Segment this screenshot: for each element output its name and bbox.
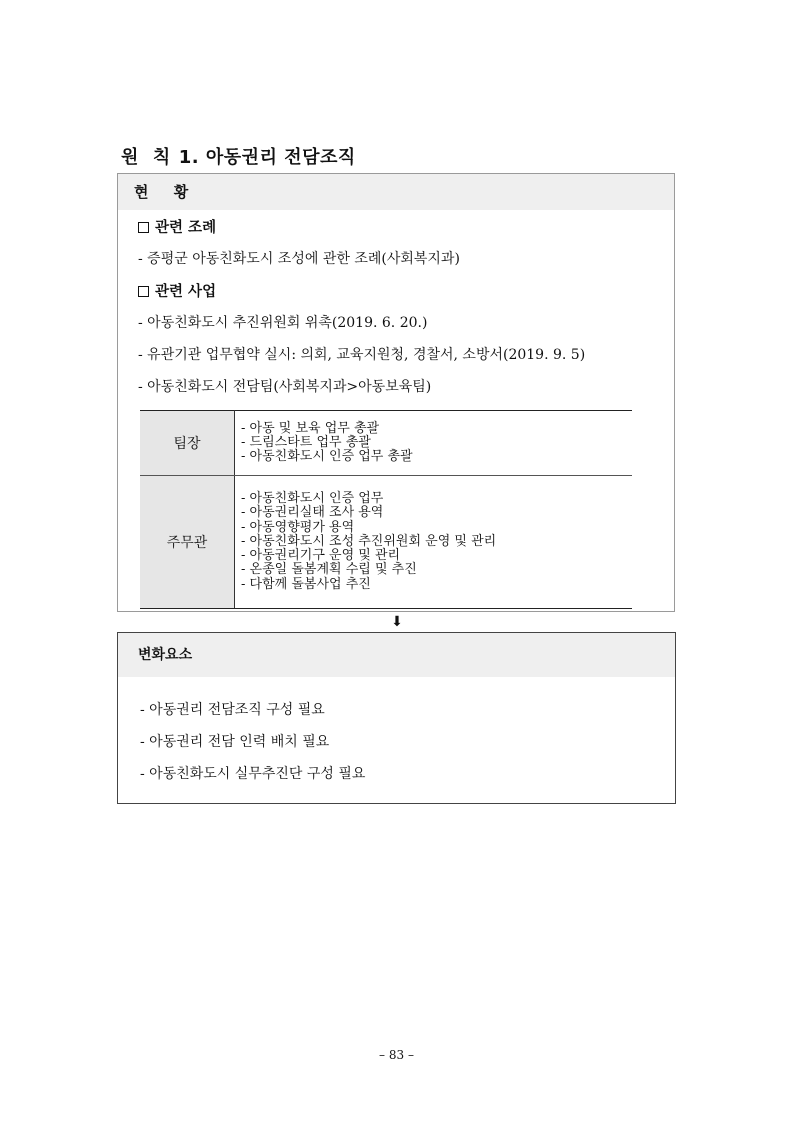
heading-text: 1. 아동권리 전담조직	[178, 147, 356, 168]
change-factors-title: 변화요소	[118, 633, 675, 677]
list-item: - 아동친화도시 실무추진단 구성 필요	[140, 766, 366, 782]
page-title	[121, 143, 356, 169]
org-duty-table	[140, 410, 632, 609]
role-team-leader: 팀장	[140, 411, 235, 476]
checkbox-square-icon	[138, 286, 149, 297]
checkbox-square-icon	[138, 222, 149, 233]
list-item: - 증평군 아동친화도시 조성에 관한 조례(사회복지과)	[138, 251, 460, 267]
section-projects-title: 관련 사업	[138, 280, 216, 301]
list-item: - 아동친화도시 전담팀(사회복지과>아동보육팀)	[138, 379, 432, 395]
list-item: - 아동친화도시 추진위원회 위촉(2019. 6. 20.)	[138, 315, 428, 331]
heading-label-1: 원	[121, 147, 139, 168]
page-number: – 83 –	[379, 1048, 414, 1062]
list-item: - 아동권리 전담조직 구성 필요	[140, 702, 325, 718]
table-row	[140, 411, 632, 476]
list-item: - 아동권리 전담 인력 배치 필요	[140, 734, 330, 750]
duties-cell: - 아동친화도시 인증 업무 - 아동권리실태 조사 용역 - 아동영향평가 용역 - 아동친화도시 조성 추진위원회 운영 및 관리 - 아동권리기구 운영 및 관리 - 온종일 돌봄계획 수립 및 추진 - 다함께 돌봄사업 추진	[235, 476, 633, 609]
current-status-box	[117, 173, 675, 612]
change-factors-box	[117, 632, 676, 804]
list-item: - 유관기관 업무협약 실시: 의회, 교육지원청, 경찰서, 소방서(2019. 9. 5)	[138, 347, 586, 363]
role-staff-officer: 주무관	[140, 476, 235, 609]
section-ordinance-title: 관련 조례	[138, 216, 216, 237]
table-row	[140, 476, 632, 609]
current-status-title: 현 황	[118, 174, 674, 210]
duties-cell: - 아동 및 보육 업무 총괄 - 드림스타트 업무 총괄 - 아동친화도시 인증 업무 총괄	[235, 411, 633, 476]
down-arrow-icon: ⬇	[391, 614, 403, 630]
heading-label-2: 칙	[152, 147, 171, 168]
